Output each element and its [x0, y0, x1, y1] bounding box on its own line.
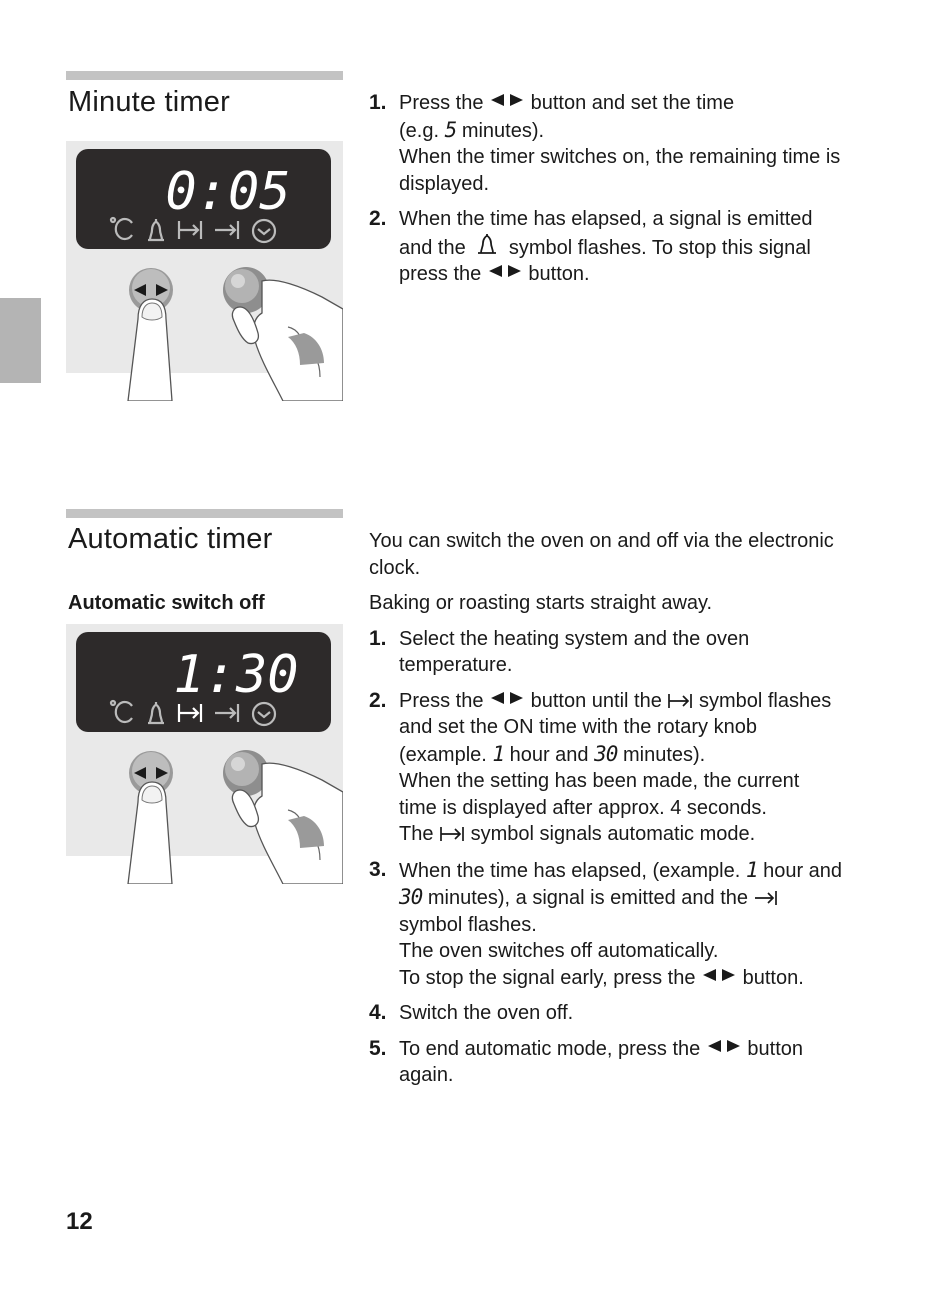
start-time-icon	[439, 825, 465, 843]
left-right-arrows-icon	[703, 969, 735, 981]
step-number: 3.	[369, 857, 387, 881]
intro-text: You can switch the oven on and off via the electronic clock.	[369, 530, 834, 579]
subheading-automatic-switch-off: Automatic switch off	[68, 592, 265, 614]
illustration-minute-timer	[66, 141, 343, 401]
section-rule-automatic-timer	[66, 509, 343, 518]
left-right-arrows-icon	[489, 265, 521, 277]
illustration-automatic-timer	[66, 624, 343, 884]
left-right-arrows-icon	[491, 692, 523, 704]
display-time: 0:05	[165, 162, 291, 222]
step-number: 4.	[369, 1001, 387, 1024]
step-number: 1.	[369, 91, 387, 114]
step-number: 1.	[369, 626, 387, 650]
left-right-arrows-icon	[491, 94, 523, 106]
steps-automatic-timer	[369, 528, 869, 1098]
list-item: 3. When the time has elapsed, (example. 1 hour and 30 minutes), a signal is emitted and the symbol flashes. The oven switches off automatically. To stop the signal early, press the button.	[369, 857, 843, 989]
intro-text-2: Baking or roasting starts straight away.	[369, 592, 713, 614]
display-time: 1:30	[173, 645, 299, 705]
step-number: 2.	[369, 688, 387, 712]
end-time-icon	[754, 889, 778, 907]
list-item: 2. Press the button until the symbol flashes and set the ON time with the rotary knob (example. 1 hour and 30 minutes). When the setting has been made, the current time is displayed after approx. 4 seconds. The symbol signals automatic mode.	[369, 688, 832, 845]
page-number: 12	[66, 1208, 93, 1235]
step-number: 5.	[369, 1036, 387, 1060]
steps-minute-timer	[369, 90, 869, 297]
list-item: 1. Select the heating system and the oven temperature.	[369, 626, 750, 676]
list-item: 1. Press the button and set the time (e.g. 5 minutes). When the timer switches on, the remaining time is displayed.	[369, 91, 841, 195]
section-rule-minute-timer	[66, 71, 343, 80]
heading-minute-timer: Minute timer	[68, 86, 230, 118]
bell-icon	[471, 233, 503, 257]
heading-automatic-timer: Automatic timer	[68, 523, 273, 555]
start-time-icon	[667, 692, 693, 710]
list-item: 5. To end automatic mode, press the button again.	[369, 1036, 804, 1086]
list-item: 2. When the time has elapsed, a signal is emitted and the symbol flashes. To stop this signal press the button.	[369, 207, 813, 285]
list-item: 4. Switch the oven off.	[369, 1000, 869, 1027]
step-number: 2.	[369, 207, 387, 230]
left-right-arrows-icon	[708, 1040, 740, 1052]
side-tab	[0, 298, 41, 383]
